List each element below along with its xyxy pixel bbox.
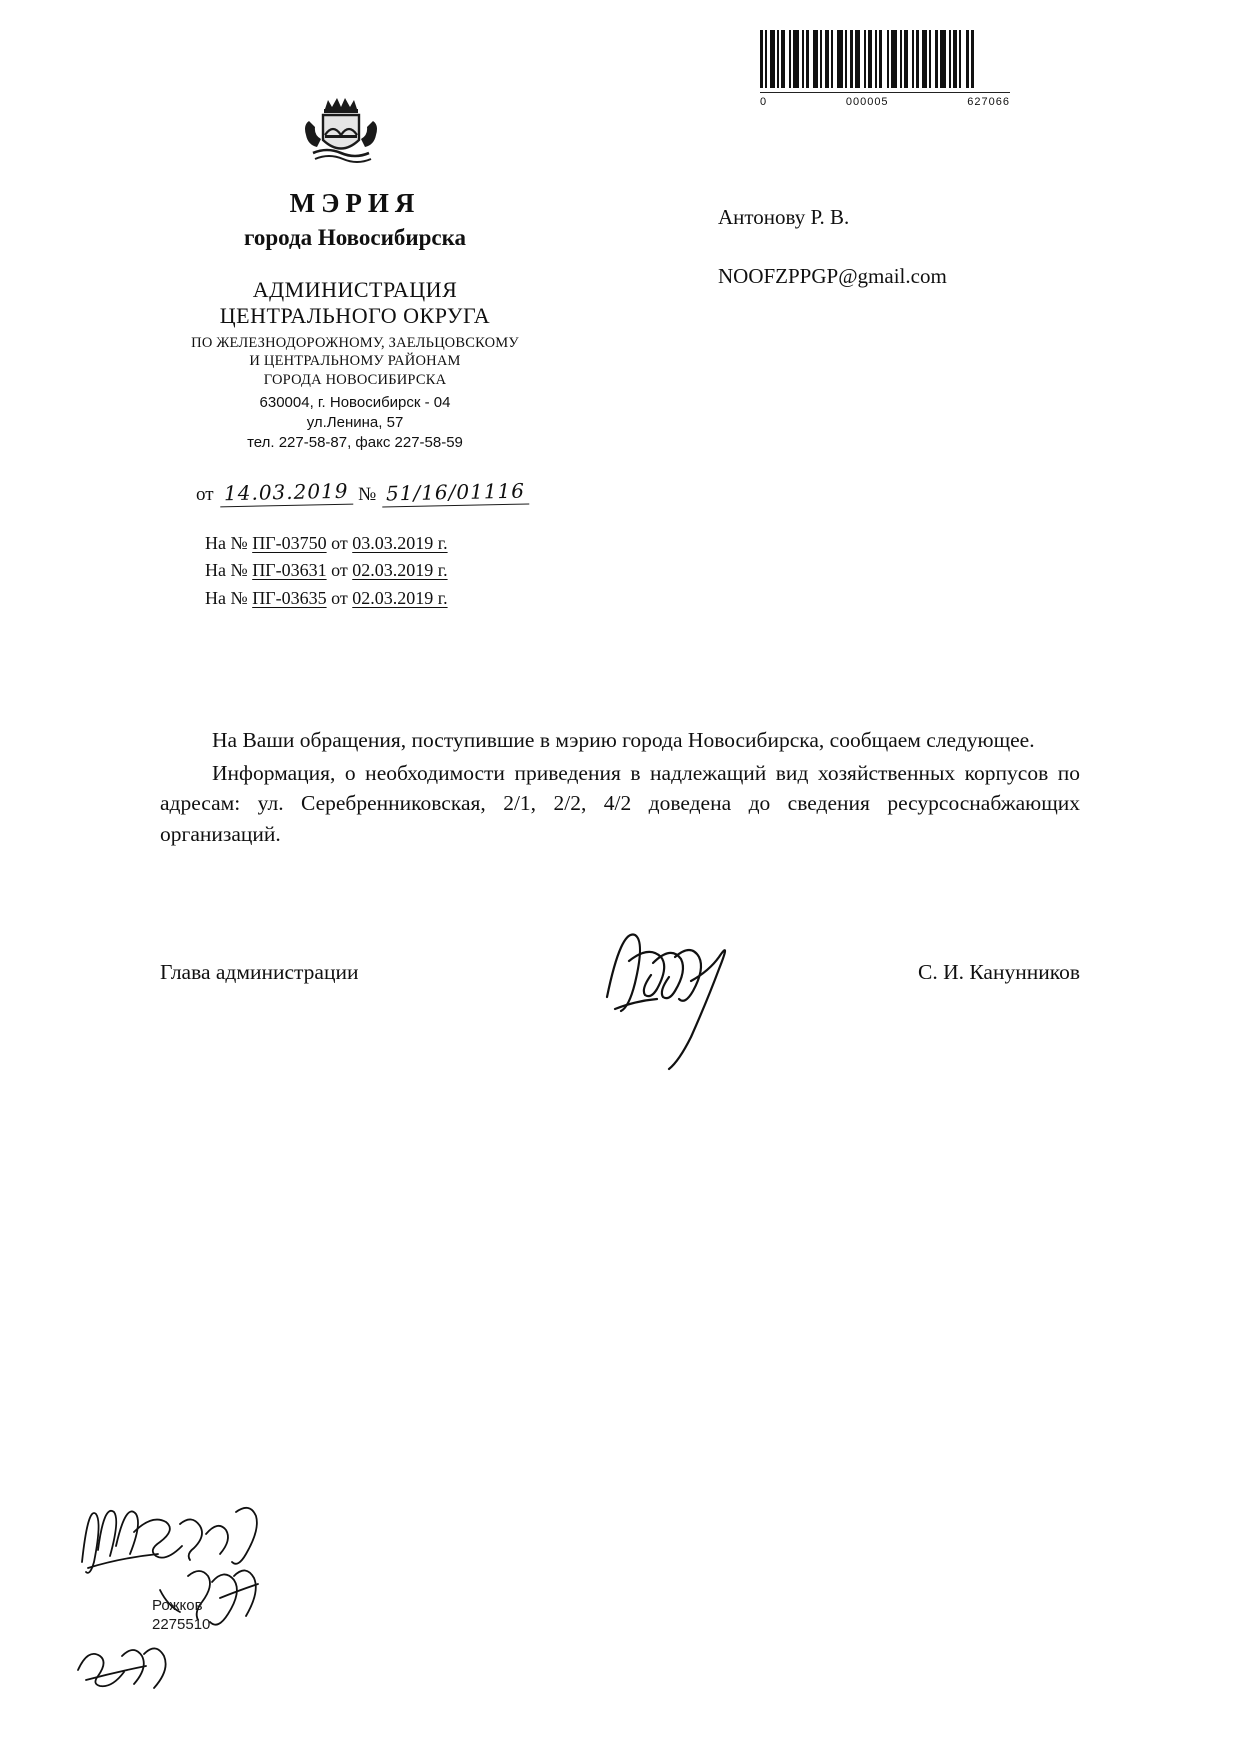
- addressee-name: Антонову Р. В.: [718, 205, 850, 229]
- organization-city: города Новосибирска: [243, 225, 467, 250]
- reference-prefix: На: [205, 560, 226, 581]
- barcode: [760, 30, 1010, 108]
- reference-date: 03.03.2019 г.: [352, 533, 448, 553]
- novosibirsk-coat-of-arms-icon: [295, 95, 387, 173]
- signer-position: Глава администрации: [160, 960, 359, 984]
- reference-date-label: от: [331, 560, 348, 581]
- administration-line-2: ЦЕНТРАЛЬНОГО ОКРУГА: [219, 302, 491, 328]
- number-label: №: [358, 484, 377, 505]
- barcode-group-1: 000005: [845, 96, 889, 108]
- body-paragraph-1-text: На Ваши обращения, поступившие в мэрию города Новосибирска, сообщаем следующее.: [212, 728, 1035, 752]
- barcode-group-2: 627066: [967, 96, 1010, 108]
- reference-number-label: №: [230, 560, 248, 581]
- signature-row: [160, 960, 1080, 985]
- address-line-3: тел. 227-58-87, факс 227-58-59: [247, 434, 463, 452]
- reference-date-label: от: [331, 533, 348, 553]
- barcode-digits: [760, 92, 1010, 108]
- barcode-left-digit: 0: [760, 96, 768, 108]
- executor-name: Рожков: [152, 1597, 203, 1614]
- district-line-2: И ЦЕНТРАЛЬНОМУ РАЙОНАМ: [249, 353, 461, 370]
- address-line-1: 630004, г. Новосибирск - 04: [259, 393, 451, 411]
- body-paragraph-1: [160, 725, 1080, 756]
- reference-prefix: На: [205, 533, 226, 553]
- reference-number: ПГ-03750: [252, 533, 327, 553]
- reference-row: [205, 557, 448, 584]
- reference-number-label: №: [230, 533, 248, 553]
- signer-name: С. И. Канунников: [918, 960, 1080, 984]
- administration-line-1: АДМИНИСТРАЦИЯ: [252, 277, 458, 302]
- reference-row: [205, 585, 448, 612]
- letter-body: [160, 725, 1080, 849]
- body-paragraph-2-text: Информация, о необходимости приведения в надлежащий вид хозяйственных корпусов по адресам: ул. Серебренниковская, 2/1, 2/2, 4/2 доведена до сведения ресурсоснабжающих организаций.: [160, 760, 1080, 846]
- district-line-3: ГОРОДА НОВОСИБИРСКА: [263, 372, 447, 388]
- registration-number-value: 51/16/01116: [382, 478, 530, 507]
- executor-block: [152, 1597, 210, 1635]
- reference-number: ПГ-03631: [252, 560, 327, 581]
- district-line-1: ПО ЖЕЛЕЗНОДОРОЖНОМУ, ЗАЕЛЬЦОВСКОМУ: [191, 334, 519, 351]
- reference-date-label: от: [331, 587, 348, 608]
- reference-list: [205, 530, 448, 612]
- addressee-block: [718, 205, 947, 289]
- reference-date: 02.03.2019 г.: [352, 560, 448, 581]
- barcode-bars: [760, 30, 1010, 88]
- organization-title: МЭРИЯ: [289, 188, 421, 218]
- registration-date-value: 14.03.2019: [219, 479, 352, 508]
- date-label: от: [196, 484, 214, 505]
- addressee-email: NOOFZPPGP@gmail.com: [718, 264, 947, 289]
- letterhead: [120, 188, 590, 453]
- reference-number: ПГ-03635: [252, 587, 327, 608]
- registration-line: [196, 480, 529, 506]
- handwritten-marks-icon: [60, 1480, 400, 1730]
- reference-date: 02.03.2019 г.: [352, 587, 448, 608]
- executor-phone: 2275510: [152, 1615, 211, 1633]
- reference-row: [205, 530, 448, 557]
- reference-prefix: На: [205, 587, 226, 608]
- body-paragraph-2: [160, 758, 1080, 850]
- reference-number-label: №: [230, 587, 248, 608]
- handwritten-signature-icon: [595, 905, 825, 1075]
- address-line-2: ул.Ленина, 57: [306, 413, 404, 431]
